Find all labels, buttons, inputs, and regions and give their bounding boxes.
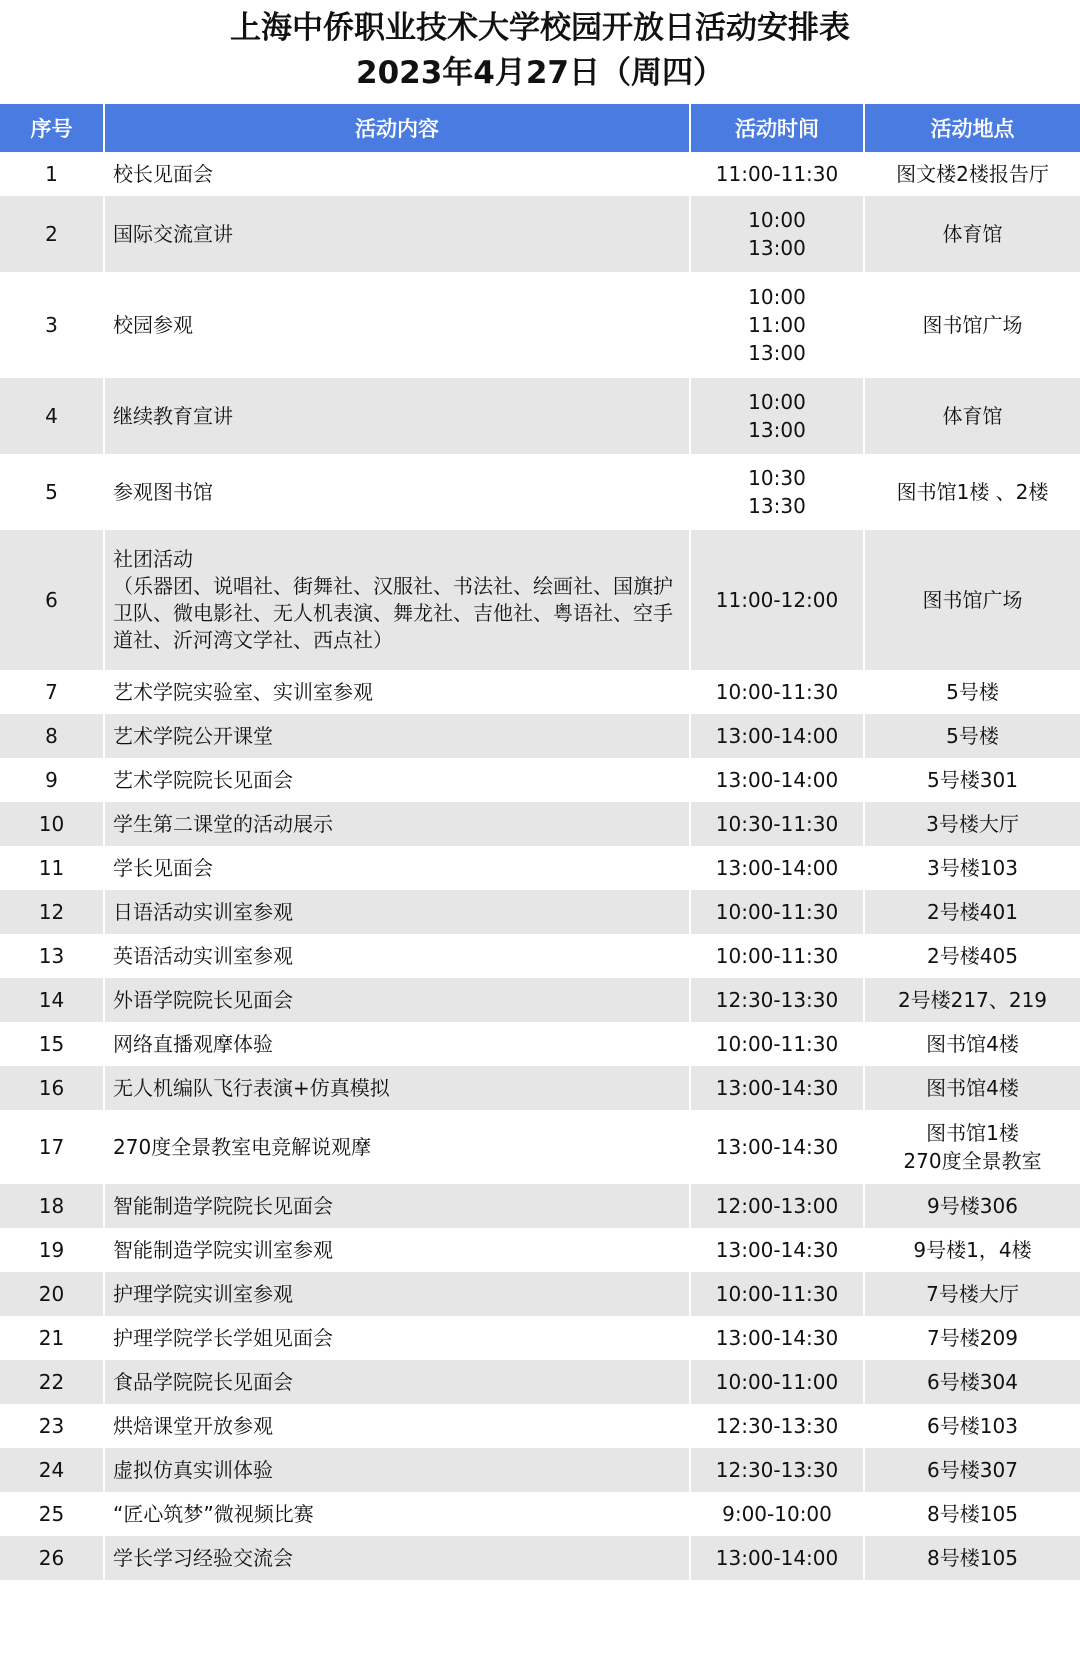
cell-place: 3号楼大厅 bbox=[864, 802, 1080, 846]
cell-time: 9:00-10:00 bbox=[690, 1492, 864, 1536]
cell-time: 13:00-14:00 bbox=[690, 714, 864, 758]
cell-activity: 参观图书馆 bbox=[104, 454, 690, 530]
cell-no: 25 bbox=[0, 1492, 104, 1536]
cell-time: 10:00-11:30 bbox=[690, 1272, 864, 1316]
header-activity: 活动内容 bbox=[104, 104, 690, 152]
cell-activity: 270度全景教室电竞解说观摩 bbox=[104, 1110, 690, 1184]
header-place: 活动地点 bbox=[864, 104, 1080, 152]
table-row bbox=[0, 1360, 1080, 1404]
schedule-table bbox=[0, 104, 1080, 1580]
cell-place: 图书馆广场 bbox=[864, 530, 1080, 670]
cell-time: 13:00-14:00 bbox=[690, 758, 864, 802]
cell-place: 5号楼301 bbox=[864, 758, 1080, 802]
cell-no: 18 bbox=[0, 1184, 104, 1228]
cell-no: 12 bbox=[0, 890, 104, 934]
cell-time: 10:00 11:00 13:00 bbox=[690, 272, 864, 378]
header-row bbox=[0, 104, 1080, 152]
cell-place: 体育馆 bbox=[864, 378, 1080, 454]
header-time: 活动时间 bbox=[690, 104, 864, 152]
table-row bbox=[0, 378, 1080, 454]
cell-place: 图书馆4楼 bbox=[864, 1066, 1080, 1110]
table-row bbox=[0, 196, 1080, 272]
table-row bbox=[0, 1404, 1080, 1448]
cell-no: 9 bbox=[0, 758, 104, 802]
table-row bbox=[0, 1448, 1080, 1492]
cell-time: 11:00-11:30 bbox=[690, 152, 864, 196]
cell-no: 17 bbox=[0, 1110, 104, 1184]
cell-place: 6号楼307 bbox=[864, 1448, 1080, 1492]
cell-time: 10:00-11:30 bbox=[690, 934, 864, 978]
table-row bbox=[0, 670, 1080, 714]
cell-activity: 国际交流宣讲 bbox=[104, 196, 690, 272]
table-row bbox=[0, 934, 1080, 978]
cell-no: 26 bbox=[0, 1536, 104, 1580]
cell-activity: 智能制造学院院长见面会 bbox=[104, 1184, 690, 1228]
cell-activity: 虚拟仿真实训体验 bbox=[104, 1448, 690, 1492]
cell-activity: 智能制造学院实训室参观 bbox=[104, 1228, 690, 1272]
cell-activity: 护理学院学长学姐见面会 bbox=[104, 1316, 690, 1360]
cell-time: 10:00-11:30 bbox=[690, 670, 864, 714]
cell-no: 22 bbox=[0, 1360, 104, 1404]
cell-activity: 日语活动实训室参观 bbox=[104, 890, 690, 934]
cell-no: 19 bbox=[0, 1228, 104, 1272]
cell-no: 13 bbox=[0, 934, 104, 978]
cell-place: 图书馆广场 bbox=[864, 272, 1080, 378]
cell-place: 图书馆1楼 、2楼 bbox=[864, 454, 1080, 530]
cell-place: 5号楼 bbox=[864, 670, 1080, 714]
cell-time: 12:30-13:30 bbox=[690, 1448, 864, 1492]
cell-no: 23 bbox=[0, 1404, 104, 1448]
title-line-2: 2023年4月27日（周四） bbox=[356, 55, 724, 91]
table-row bbox=[0, 846, 1080, 890]
cell-no: 4 bbox=[0, 378, 104, 454]
cell-place: 2号楼401 bbox=[864, 890, 1080, 934]
table-row bbox=[0, 714, 1080, 758]
cell-no: 16 bbox=[0, 1066, 104, 1110]
cell-place: 9号楼1，4楼 bbox=[864, 1228, 1080, 1272]
cell-activity: 外语学院院长见面会 bbox=[104, 978, 690, 1022]
table-row bbox=[0, 758, 1080, 802]
cell-place: 图文楼2楼报告厅 bbox=[864, 152, 1080, 196]
cell-time: 13:00-14:30 bbox=[690, 1066, 864, 1110]
cell-no: 15 bbox=[0, 1022, 104, 1066]
table-row bbox=[0, 530, 1080, 670]
cell-activity: 英语活动实训室参观 bbox=[104, 934, 690, 978]
table-row bbox=[0, 1066, 1080, 1110]
table-row bbox=[0, 1184, 1080, 1228]
cell-activity: 继续教育宣讲 bbox=[104, 378, 690, 454]
table-row bbox=[0, 1110, 1080, 1184]
cell-place: 3号楼103 bbox=[864, 846, 1080, 890]
cell-no: 14 bbox=[0, 978, 104, 1022]
table-row bbox=[0, 1228, 1080, 1272]
cell-no: 10 bbox=[0, 802, 104, 846]
cell-place: 图书馆1楼 270度全景教室 bbox=[864, 1110, 1080, 1184]
cell-activity: 校园参观 bbox=[104, 272, 690, 378]
cell-no: 24 bbox=[0, 1448, 104, 1492]
table-row bbox=[0, 1492, 1080, 1536]
cell-activity: 烘焙课堂开放参观 bbox=[104, 1404, 690, 1448]
table-row bbox=[0, 1316, 1080, 1360]
table-row bbox=[0, 890, 1080, 934]
header-no: 序号 bbox=[0, 104, 104, 152]
cell-no: 8 bbox=[0, 714, 104, 758]
cell-activity: 校长见面会 bbox=[104, 152, 690, 196]
cell-time: 10:30 13:30 bbox=[690, 454, 864, 530]
cell-no: 20 bbox=[0, 1272, 104, 1316]
cell-activity: 社团活动 （乐器团、说唱社、街舞社、汉服社、书法社、绘画社、国旗护卫队、微电影社、无人机表演、舞龙社、吉他社、粤语社、空手道社、沂河湾文学社、西点社） bbox=[104, 530, 690, 670]
cell-activity: 无人机编队飞行表演+仿真模拟 bbox=[104, 1066, 690, 1110]
cell-place: 7号楼大厅 bbox=[864, 1272, 1080, 1316]
cell-time: 13:00-14:30 bbox=[690, 1316, 864, 1360]
cell-activity: 艺术学院实验室、实训室参观 bbox=[104, 670, 690, 714]
cell-time: 11:00-12:00 bbox=[690, 530, 864, 670]
cell-activity: 食品学院院长见面会 bbox=[104, 1360, 690, 1404]
cell-no: 7 bbox=[0, 670, 104, 714]
cell-time: 13:00-14:00 bbox=[690, 1536, 864, 1580]
cell-time: 10:30-11:30 bbox=[690, 802, 864, 846]
cell-no: 3 bbox=[0, 272, 104, 378]
cell-no: 1 bbox=[0, 152, 104, 196]
cell-place: 9号楼306 bbox=[864, 1184, 1080, 1228]
cell-time: 10:00-11:30 bbox=[690, 890, 864, 934]
cell-place: 7号楼209 bbox=[864, 1316, 1080, 1360]
cell-activity: 艺术学院公开课堂 bbox=[104, 714, 690, 758]
cell-time: 12:00-13:00 bbox=[690, 1184, 864, 1228]
cell-activity: “匠心筑梦”微视频比赛 bbox=[104, 1492, 690, 1536]
title-line-1: 上海中侨职业技术大学校园开放日活动安排表 bbox=[230, 10, 850, 46]
cell-time: 13:00-14:00 bbox=[690, 846, 864, 890]
cell-place: 体育馆 bbox=[864, 196, 1080, 272]
cell-place: 6号楼103 bbox=[864, 1404, 1080, 1448]
table-row bbox=[0, 1272, 1080, 1316]
cell-no: 2 bbox=[0, 196, 104, 272]
table-row bbox=[0, 802, 1080, 846]
cell-place: 2号楼405 bbox=[864, 934, 1080, 978]
cell-no: 21 bbox=[0, 1316, 104, 1360]
cell-no: 6 bbox=[0, 530, 104, 670]
cell-time: 12:30-13:30 bbox=[690, 1404, 864, 1448]
table-row bbox=[0, 1536, 1080, 1580]
cell-place: 5号楼 bbox=[864, 714, 1080, 758]
cell-activity: 学长学习经验交流会 bbox=[104, 1536, 690, 1580]
table-row bbox=[0, 454, 1080, 530]
cell-time: 10:00-11:00 bbox=[690, 1360, 864, 1404]
cell-activity: 学长见面会 bbox=[104, 846, 690, 890]
cell-time: 10:00-11:30 bbox=[690, 1022, 864, 1066]
cell-place: 图书馆4楼 bbox=[864, 1022, 1080, 1066]
cell-no: 5 bbox=[0, 454, 104, 530]
cell-time: 10:00 13:00 bbox=[690, 378, 864, 454]
cell-place: 8号楼105 bbox=[864, 1536, 1080, 1580]
cell-time: 12:30-13:30 bbox=[690, 978, 864, 1022]
cell-time: 10:00 13:00 bbox=[690, 196, 864, 272]
cell-activity: 学生第二课堂的活动展示 bbox=[104, 802, 690, 846]
table-row bbox=[0, 272, 1080, 378]
cell-activity: 护理学院实训室参观 bbox=[104, 1272, 690, 1316]
table-row bbox=[0, 1022, 1080, 1066]
cell-time: 13:00-14:30 bbox=[690, 1110, 864, 1184]
table-row bbox=[0, 978, 1080, 1022]
table-body bbox=[0, 152, 1080, 1580]
cell-place: 2号楼217、219 bbox=[864, 978, 1080, 1022]
page-title bbox=[0, 6, 1080, 96]
table-row bbox=[0, 152, 1080, 196]
cell-place: 6号楼304 bbox=[864, 1360, 1080, 1404]
cell-place: 8号楼105 bbox=[864, 1492, 1080, 1536]
cell-activity: 网络直播观摩体验 bbox=[104, 1022, 690, 1066]
cell-no: 11 bbox=[0, 846, 104, 890]
cell-time: 13:00-14:30 bbox=[690, 1228, 864, 1272]
cell-activity: 艺术学院院长见面会 bbox=[104, 758, 690, 802]
